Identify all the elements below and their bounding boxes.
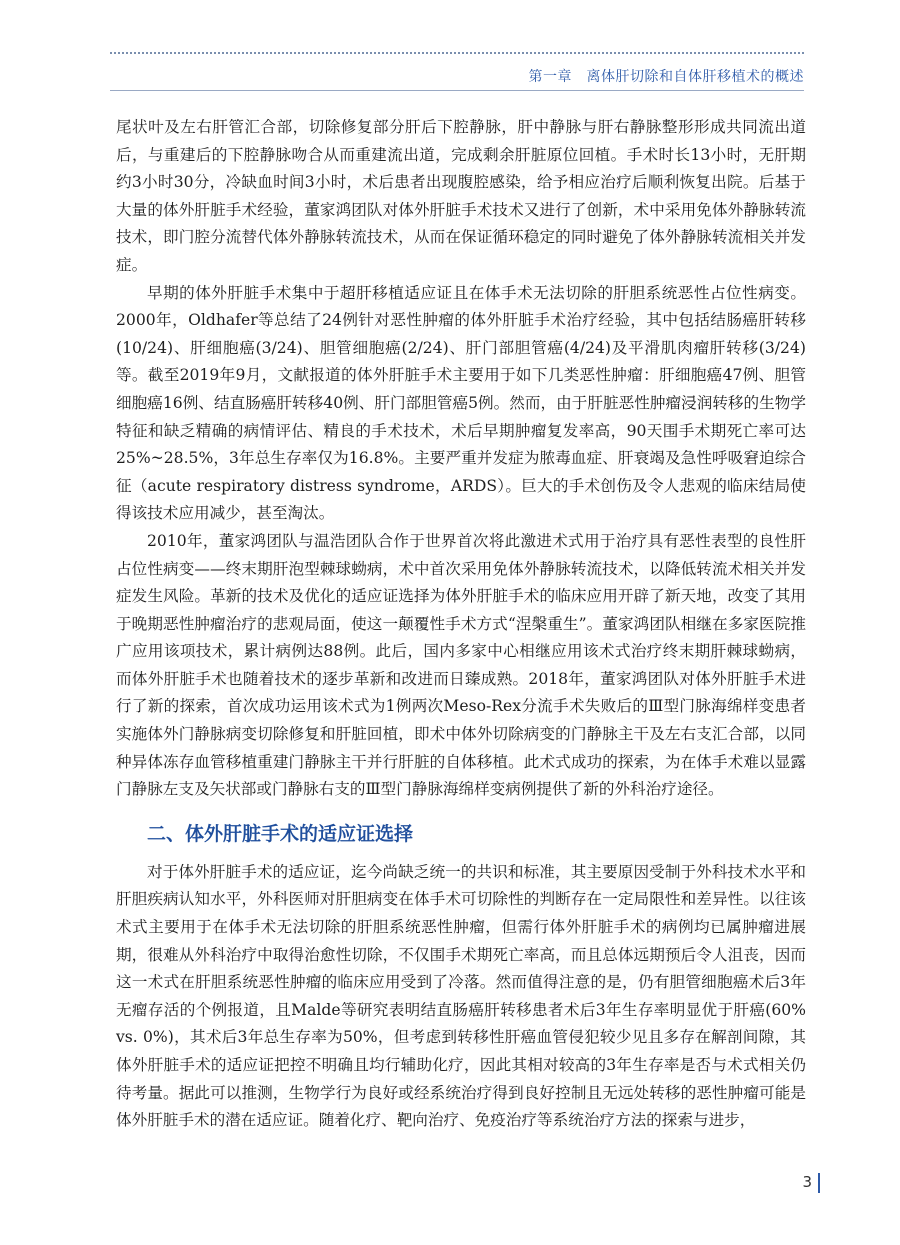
paragraph: 尾状叶及左右肝管汇合部，切除修复部分肝后下腔静脉，肝中静脉与肝右静脉整形形成共同流出道后，与重建后的下腔静脉吻合从而重建流出道，完成剩余肝脏原位回植。手术时长13小时，无肝期约3小时30分，冷缺血时间3小时，术后患者出现腹腔感染，给予相应治疗后顺利恢复出院。后基于大量的体外肝脏手术经验，董家鸿团队对体外肝脏手术技术又进行了创新，术中采用免体外静脉转流技术，即门腔分流替代体外静脉转流技术，从而在保证循环稳定的同时避免了体外静脉转流相关并发症。 (116, 118, 806, 274)
section-heading: 二、体外肝脏手术的适应证选择 (147, 822, 414, 845)
paragraph: 2010年，董家鸿团队与温浩团队合作于世界首次将此激进术式用于治疗具有恶性表型的良性肝占位性病变——终末期肝泡型棘球蚴病，术中首次采用免体外静脉转流技术，以降低转流术相关并发症发生风险。革新的技术及优化的适应证选择为体外肝脏手术的临床应用开辟了新天地，改变了其用于晚期恶性肿瘤治疗的悲观局面，使这一颠覆性手术方式“涅槃重生”。董家鸿团队相继在多家医院推广应用该项技术，累计病例达88例。此后，国内多家中心相继应用该术式治疗终末期肝棘球蚴病，而体外肝脏手术也随着技术的逐步革新和改进而日臻成熟。2018年，董家鸿团队对体外肝脏手术进行了新的探索，首次成功运用该术式为1例两次Meso-Rex分流手术失败后的Ⅲ型门脉海绵样变患者实施体外门静脉病变切除修复和肝脏回植，即术中体外切除病变的门静脉主干及左右支汇合部，以同种异体冻存血管移植重建门静脉主干并行肝脏的自体移植。此术式成功的探索，为在体手术难以显露门静脉左支及矢状部或门静脉右支的Ⅲ型门静脉海绵样变病例提供了新的外科治疗途径。 (116, 531, 806, 799)
paragraph: 对于体外肝脏手术的适应证，迄今尚缺乏统一的共识和标准，其主要原因受制于外科技术水平和肝胆疾病认知水平，外科医师对肝胆病变在体手术可切除性的判断存在一定局限性和差异性。以往该术式主要用于在体手术无法切除的肝胆系统恶性肿瘤，但需行体外肝脏手术的病例均已属肿瘤进展期，很难从外科治疗中取得治愈性切除，不仅围手术期死亡率高，而且总体远期预后令人沮丧，因而这一术式在肝胆系统恶性肿瘤的临床应用受到了冷落。然而值得注意的是，仍有胆管细胞癌术后3年无瘤存活的个例报道，且Malde等研究表明结直肠癌肝转移患者术后3年生存率明显优于肝癌(60% vs. 0%)，其术后3年总生存率为50%，但考虑到转移性肝癌血管侵犯较少见且多存在解剖间隙，其体外肝脏手术的适应证把控不明确且均行辅助化疗，因此其相对较高的3年生存率是否与术式相关仍待考量。据此可以推测，生物学行为良好或经系统治疗得到良好控制且无远处转移的恶性肿瘤可能是体外肝脏手术的潜在适应证。随着化疗、靶向治疗、免疫治疗等系统治疗方法的探索与进步， (116, 862, 806, 1130)
page-number: 3 (802, 1173, 812, 1191)
chapter-title: 第一章 离体肝切除和自体肝移植术的概述 (528, 69, 804, 85)
paragraph: 早期的体外肝脏手术集中于超肝移植适应证且在体手术无法切除的肝胆系统恶性占位性病变。2000年，Oldhafer等总结了24例针对恶性肿瘤的体外肝脏手术治疗经验，其中包括结肠癌肝转移(10/24)、肝细胞癌(3/24)、胆管细胞癌(2/24)、肝门部胆管癌(4/24)及平滑肌肉瘤肝转移(3/24)等。截至2019年9月，文献报道的体外肝脏手术主要用于如下几类恶性肿瘤：肝细胞癌47例、胆管细胞癌16例、结直肠癌肝转移40例、肝门部胆管癌5例。然而，由于肝脏恶性肿瘤浸润转移的生物学特征和缺乏精确的病情评估、精良的手术技术，术后早期肿瘤复发率高，90天围手术期死亡率可达25%~28.5%，3年总生存率仅为16.8%。主要严重并发症为脓毒血症、肝衰竭及急性呼吸窘迫综合征（acute respiratory distress syndrome，ARDS）。巨大的手术创伤及令人悲观的临床结局使得该技术应用减少，甚至淘汰。 (116, 283, 806, 523)
header-rule (110, 90, 804, 91)
page-number-bar (818, 1173, 820, 1193)
header-dotted-rule (110, 52, 804, 54)
body-text (116, 114, 806, 1135)
